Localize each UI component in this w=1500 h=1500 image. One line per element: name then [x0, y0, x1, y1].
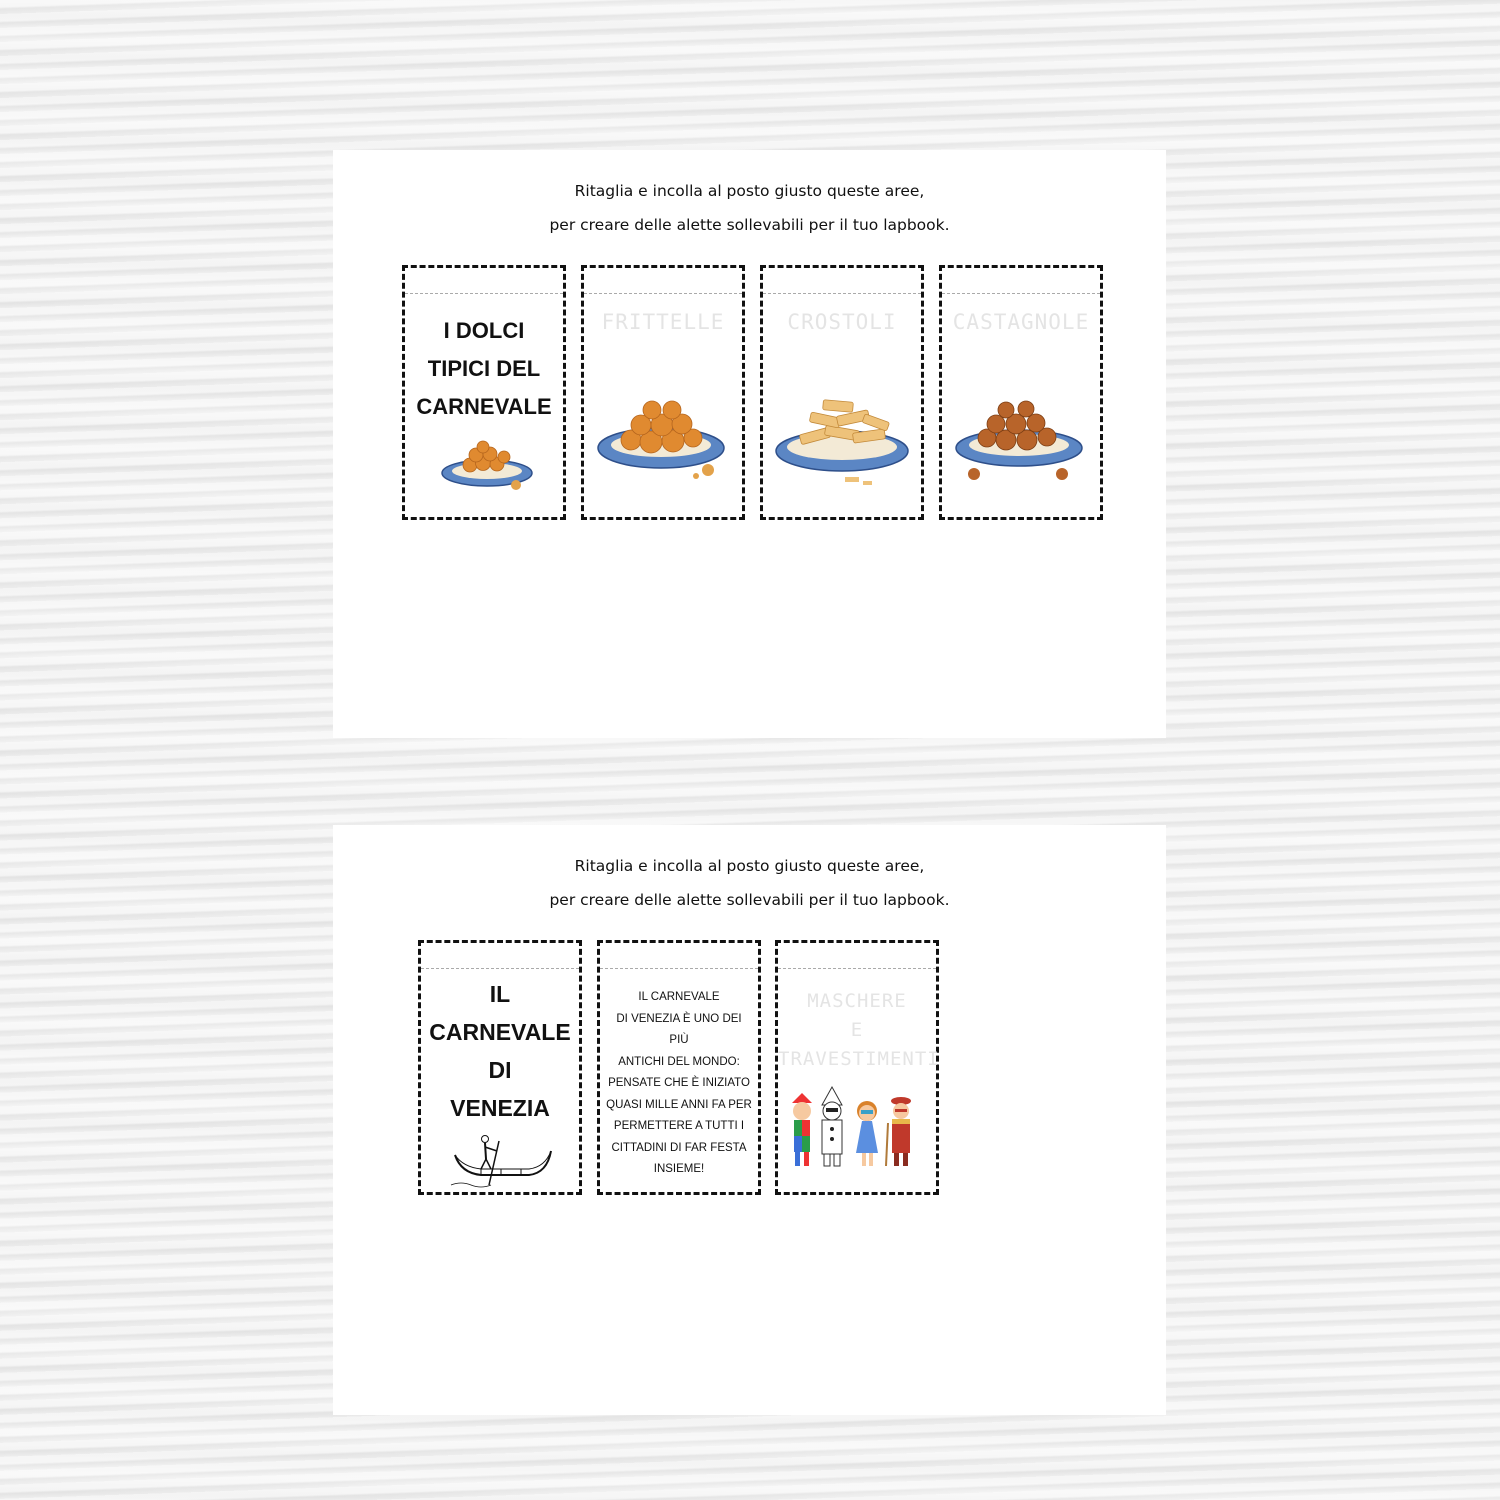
- fold-line: [763, 293, 921, 294]
- masked-children-icon: [784, 1093, 934, 1183]
- card-title: [421, 975, 579, 1127]
- text-line: CITTADINI DI FAR FESTA: [611, 1141, 747, 1154]
- title-line: VENEZIA: [450, 1095, 550, 1121]
- fold-line: [405, 293, 563, 294]
- fold-line: [778, 968, 936, 969]
- flap-card-carnevale-venezia[interactable]: [418, 940, 582, 1195]
- card-title: FRITTELLE: [601, 310, 725, 334]
- text-line: PENSATE CHE È INIZIATO: [608, 1077, 750, 1089]
- flap-card-frittelle[interactable]: [581, 265, 745, 520]
- text-line: QUASI MILLE ANNI FA PER: [606, 1098, 752, 1111]
- title-line: TIPICI DEL: [427, 356, 541, 381]
- crostoli-plate-icon: [775, 393, 915, 493]
- card-title: CROSTOLI: [787, 310, 897, 334]
- card-title: CASTAGNOLE: [952, 310, 1090, 334]
- flap-card-castagnole[interactable]: [939, 265, 1103, 520]
- card-title: [405, 312, 563, 426]
- title-line: E: [850, 1019, 864, 1041]
- instruction-line-2: per creare delle alette sollevabili per il tuo lapbook.: [549, 891, 950, 909]
- fold-line: [584, 293, 742, 294]
- text-line: IL CARNEVALE: [638, 991, 720, 1003]
- title-line: IL: [489, 981, 511, 1007]
- card-title: [778, 987, 940, 1074]
- gondola-icon: [451, 1133, 555, 1193]
- flap-card-maschere[interactable]: [775, 940, 939, 1195]
- frittelle-plate-icon: [440, 443, 540, 503]
- flap-card-crostoli[interactable]: [760, 265, 924, 520]
- title-line: DI: [488, 1057, 512, 1083]
- flap-card-info-text[interactable]: [597, 940, 761, 1195]
- worksheet-page-1: [333, 150, 1166, 738]
- text-line: ANTICHI DEL MONDO:: [618, 1055, 740, 1068]
- fold-line: [421, 968, 579, 969]
- title-line: TRAVESTIMENTI: [778, 1048, 940, 1070]
- text-line: INSIEME!: [653, 1163, 705, 1175]
- instruction-line-2: per creare delle alette sollevabili per il tuo lapbook.: [549, 216, 950, 234]
- fold-line: [600, 968, 758, 969]
- title-line: CARNEVALE: [429, 1019, 571, 1045]
- title-line: MASCHERE: [807, 990, 907, 1012]
- title-line: CARNEVALE: [416, 394, 552, 419]
- fold-line: [942, 293, 1100, 294]
- text-line: PERMETTERE A TUTTI I: [613, 1120, 745, 1132]
- flap-card-dolci[interactable]: [402, 265, 566, 520]
- text-line: DI VENEZIA È UNO DEI PIÙ: [616, 1012, 742, 1046]
- instruction-line-1: Ritaglia e incolla al posto giusto queste aree,: [574, 182, 925, 200]
- instruction-line-1: Ritaglia e incolla al posto giusto queste aree,: [574, 857, 925, 875]
- title-line: I DOLCI: [443, 318, 525, 343]
- info-paragraph: [606, 987, 752, 1181]
- frittelle-plate-icon: [596, 398, 736, 488]
- castagnole-plate-icon: [954, 396, 1094, 496]
- worksheet-page-2: [333, 825, 1166, 1415]
